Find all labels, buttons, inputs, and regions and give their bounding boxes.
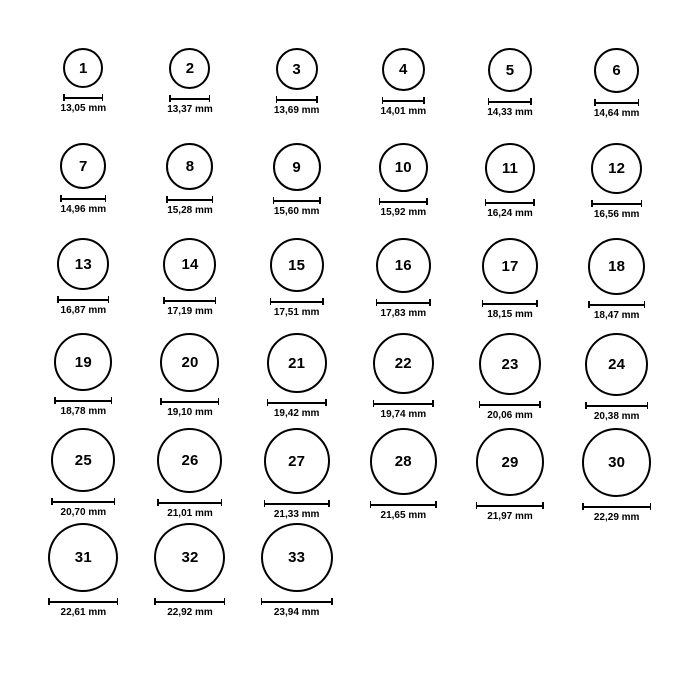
ring-circle bbox=[60, 143, 106, 189]
diameter-bar-icon bbox=[591, 200, 642, 207]
ring-diameter-label: 20,38 mm bbox=[593, 411, 640, 422]
ring-measure bbox=[373, 400, 434, 420]
ring-circle bbox=[591, 143, 642, 194]
ring-size-item[interactable] bbox=[563, 333, 670, 428]
ring-size-number: 10 bbox=[394, 159, 412, 176]
ring-size-item[interactable] bbox=[457, 333, 564, 428]
ring-size-number: 5 bbox=[505, 61, 515, 79]
ring-measure bbox=[154, 598, 225, 618]
diameter-bar-icon bbox=[264, 500, 330, 507]
ring-diameter-label: 21,01 mm bbox=[167, 508, 213, 519]
ring-circle bbox=[154, 523, 225, 592]
diameter-bar-icon bbox=[482, 300, 538, 307]
ring-measure bbox=[267, 399, 327, 419]
diameter-bar-icon bbox=[488, 98, 532, 105]
ring-measure bbox=[482, 300, 538, 320]
ring-size-number: 6 bbox=[612, 62, 621, 79]
ring-size-item[interactable] bbox=[350, 238, 457, 333]
ring-measure bbox=[585, 402, 648, 422]
diameter-bar-icon bbox=[276, 96, 318, 103]
diameter-bar-icon bbox=[267, 399, 327, 406]
diameter-bar-icon bbox=[373, 400, 434, 407]
diameter-bar-icon bbox=[476, 502, 544, 509]
ring-circle bbox=[163, 238, 216, 291]
diameter-bar-icon bbox=[166, 196, 213, 203]
ring-size-number: 13 bbox=[74, 255, 92, 273]
ring-circle bbox=[48, 523, 118, 592]
ring-measure bbox=[479, 401, 541, 421]
ring-measure bbox=[54, 397, 112, 417]
ring-size-number: 22 bbox=[394, 355, 412, 372]
ring-circle bbox=[51, 428, 115, 492]
ring-size-item[interactable] bbox=[30, 143, 137, 238]
ring-circle bbox=[482, 238, 538, 294]
diameter-bar-icon bbox=[485, 199, 535, 206]
ring-circle bbox=[485, 143, 535, 193]
ring-measure bbox=[157, 499, 222, 519]
ring-diameter-label: 18,47 mm bbox=[593, 310, 640, 321]
ring-size-item[interactable] bbox=[243, 428, 350, 523]
ring-size-number: 15 bbox=[288, 256, 306, 274]
ring-diameter-label: 16,24 mm bbox=[487, 208, 533, 219]
ring-diameter-label: 17,51 mm bbox=[273, 307, 320, 318]
ring-diameter-label: 15,60 mm bbox=[273, 206, 320, 217]
ring-size-number: 2 bbox=[185, 60, 195, 77]
ring-size-number: 11 bbox=[501, 159, 519, 177]
ring-measure bbox=[485, 199, 535, 219]
ring-diameter-label: 19,74 mm bbox=[380, 409, 427, 420]
ring-circle bbox=[63, 48, 103, 88]
ring-size-item[interactable] bbox=[30, 428, 137, 523]
ring-diameter-label: 20,06 mm bbox=[487, 410, 533, 421]
ring-size-item[interactable] bbox=[30, 333, 137, 428]
diameter-bar-icon bbox=[57, 296, 109, 303]
ring-size-number: 4 bbox=[399, 61, 408, 78]
ring-circle bbox=[261, 523, 333, 592]
ring-size-number: 14 bbox=[181, 256, 199, 273]
ring-size-number: 21 bbox=[288, 354, 306, 372]
ring-size-item[interactable] bbox=[350, 48, 457, 143]
diameter-bar-icon bbox=[169, 95, 210, 102]
diameter-bar-icon bbox=[54, 397, 112, 404]
ring-measure bbox=[591, 200, 642, 220]
ring-circle bbox=[594, 48, 639, 93]
ring-size-number: 32 bbox=[181, 549, 199, 566]
ring-size-item[interactable] bbox=[350, 333, 457, 428]
ring-circle bbox=[267, 333, 327, 393]
ring-size-item[interactable] bbox=[137, 523, 244, 618]
ring-measure bbox=[274, 96, 320, 116]
ring-diameter-label: 14,64 mm bbox=[593, 108, 640, 119]
ring-size-item[interactable] bbox=[243, 143, 350, 238]
ring-measure bbox=[370, 501, 437, 521]
diameter-bar-icon bbox=[479, 401, 541, 408]
ring-measure bbox=[261, 598, 333, 618]
ring-measure bbox=[379, 198, 428, 218]
ring-size-number: 26 bbox=[181, 452, 199, 469]
ring-size-number: 1 bbox=[79, 59, 88, 77]
diameter-bar-icon bbox=[261, 598, 333, 605]
ring-circle bbox=[479, 333, 541, 395]
ring-circle bbox=[476, 428, 544, 496]
ring-measure bbox=[376, 299, 431, 319]
ring-size-grid bbox=[30, 48, 670, 618]
ring-diameter-label: 23,94 mm bbox=[273, 607, 320, 618]
diameter-bar-icon bbox=[585, 402, 648, 409]
ring-diameter-label: 19,42 mm bbox=[273, 408, 320, 419]
ring-circle bbox=[169, 48, 210, 89]
ring-size-item[interactable] bbox=[30, 238, 137, 333]
ring-size-item[interactable] bbox=[350, 428, 457, 523]
ring-circle bbox=[373, 333, 434, 394]
ring-size-number: 27 bbox=[288, 452, 306, 470]
ring-size-item[interactable] bbox=[457, 238, 564, 333]
ring-measure bbox=[273, 197, 321, 217]
ring-size-item[interactable] bbox=[563, 428, 670, 523]
ring-diameter-label: 19,10 mm bbox=[167, 407, 213, 418]
ring-circle bbox=[57, 238, 109, 290]
ring-measure bbox=[582, 503, 651, 523]
ring-circle bbox=[160, 333, 219, 392]
diameter-bar-icon bbox=[376, 299, 431, 306]
ring-diameter-label: 14,96 mm bbox=[60, 204, 107, 215]
ring-measure bbox=[588, 301, 645, 321]
ring-circle bbox=[488, 48, 532, 92]
ring-measure bbox=[264, 500, 330, 520]
ring-circle bbox=[264, 428, 330, 494]
diameter-bar-icon bbox=[379, 198, 428, 205]
ring-measure bbox=[166, 196, 213, 216]
ring-size-number: 29 bbox=[501, 453, 519, 471]
ring-diameter-label: 17,83 mm bbox=[380, 308, 427, 319]
ring-measure bbox=[57, 296, 109, 316]
ring-diameter-label: 14,01 mm bbox=[380, 106, 427, 117]
ring-size-number: 20 bbox=[181, 354, 199, 371]
ring-size-number: 33 bbox=[288, 549, 306, 566]
diameter-bar-icon bbox=[154, 598, 225, 605]
diameter-bar-icon bbox=[382, 97, 425, 104]
ring-size-item[interactable] bbox=[350, 143, 457, 238]
ring-size-item[interactable] bbox=[137, 428, 244, 523]
diameter-bar-icon bbox=[63, 94, 103, 101]
ring-diameter-label: 17,19 mm bbox=[167, 306, 213, 317]
ring-diameter-label: 21,97 mm bbox=[487, 511, 533, 522]
ring-diameter-label: 13,37 mm bbox=[167, 104, 213, 115]
ring-circle bbox=[582, 428, 651, 497]
ring-size-item[interactable] bbox=[137, 143, 244, 238]
ring-diameter-label: 15,92 mm bbox=[380, 207, 427, 218]
ring-size-item[interactable] bbox=[30, 48, 137, 143]
diameter-bar-icon bbox=[157, 499, 222, 506]
ring-circle bbox=[54, 333, 112, 391]
diameter-bar-icon bbox=[588, 301, 645, 308]
ring-size-number: 30 bbox=[608, 454, 626, 471]
diameter-bar-icon bbox=[60, 195, 106, 202]
ring-size-number: 31 bbox=[74, 549, 92, 566]
diameter-bar-icon bbox=[370, 501, 437, 508]
ring-diameter-label: 18,15 mm bbox=[487, 309, 533, 320]
ring-diameter-label: 13,05 mm bbox=[60, 103, 107, 114]
ring-measure bbox=[163, 297, 216, 317]
ring-diameter-label: 21,33 mm bbox=[273, 509, 320, 520]
ring-diameter-label: 13,69 mm bbox=[273, 105, 320, 116]
ring-size-item[interactable] bbox=[30, 523, 137, 618]
ring-size-number: 3 bbox=[292, 60, 301, 78]
ring-measure bbox=[51, 498, 115, 518]
ring-circle bbox=[585, 333, 648, 396]
ring-diameter-label: 22,61 mm bbox=[60, 607, 107, 618]
ring-size-number: 18 bbox=[608, 258, 626, 275]
ring-measure bbox=[270, 298, 324, 318]
ring-measure bbox=[487, 98, 533, 118]
ring-circle bbox=[276, 48, 318, 90]
ring-circle bbox=[379, 143, 428, 192]
ring-diameter-label: 22,92 mm bbox=[167, 607, 213, 618]
ring-diameter-label: 15,28 mm bbox=[167, 205, 213, 216]
ring-diameter-label: 21,65 mm bbox=[380, 510, 427, 521]
ring-size-item[interactable] bbox=[137, 48, 244, 143]
ring-size-item[interactable] bbox=[137, 333, 244, 428]
ring-circle bbox=[370, 428, 437, 495]
ring-size-number: 16 bbox=[394, 257, 412, 274]
ring-size-number: 12 bbox=[608, 160, 626, 177]
diameter-bar-icon bbox=[51, 498, 115, 505]
ring-measure bbox=[60, 195, 106, 215]
ring-circle bbox=[166, 143, 213, 190]
ring-circle bbox=[273, 143, 321, 191]
ring-size-item[interactable] bbox=[457, 48, 564, 143]
diameter-bar-icon bbox=[582, 503, 651, 510]
ring-size-number: 23 bbox=[501, 355, 519, 373]
ring-size-number: 24 bbox=[608, 356, 626, 373]
ring-circle bbox=[588, 238, 645, 295]
ring-size-item[interactable] bbox=[243, 238, 350, 333]
diameter-bar-icon bbox=[594, 99, 639, 106]
ring-size-item[interactable] bbox=[243, 523, 350, 618]
diameter-bar-icon bbox=[273, 197, 321, 204]
ring-size-item[interactable] bbox=[243, 48, 350, 143]
ring-measure bbox=[167, 95, 213, 115]
ring-size-number: 7 bbox=[79, 157, 88, 175]
ring-size-number: 9 bbox=[292, 158, 301, 176]
ring-measure bbox=[160, 398, 219, 418]
ring-size-item[interactable] bbox=[457, 143, 564, 238]
ring-measure bbox=[476, 502, 544, 522]
ring-size-number: 17 bbox=[501, 257, 519, 275]
ring-measure bbox=[381, 97, 427, 117]
ring-size-number: 25 bbox=[74, 451, 92, 469]
ring-diameter-label: 20,70 mm bbox=[60, 507, 107, 518]
ring-size-item[interactable] bbox=[457, 428, 564, 523]
ring-circle bbox=[157, 428, 222, 493]
ring-diameter-label: 18,78 mm bbox=[60, 406, 107, 417]
ring-size-item[interactable] bbox=[563, 48, 670, 143]
diameter-bar-icon bbox=[48, 598, 118, 605]
ring-diameter-label: 22,29 mm bbox=[593, 512, 640, 523]
ring-diameter-label: 16,56 mm bbox=[593, 209, 640, 220]
diameter-bar-icon bbox=[163, 297, 216, 304]
ring-measure bbox=[594, 99, 640, 119]
diameter-bar-icon bbox=[270, 298, 324, 305]
ring-circle bbox=[382, 48, 425, 91]
ring-diameter-label: 14,33 mm bbox=[487, 107, 533, 118]
ring-diameter-label: 16,87 mm bbox=[60, 305, 107, 316]
ring-size-item[interactable] bbox=[137, 238, 244, 333]
ring-measure bbox=[61, 94, 107, 114]
ring-size-number: 8 bbox=[185, 158, 195, 175]
ring-size-item[interactable] bbox=[563, 238, 670, 333]
ring-size-number: 28 bbox=[394, 453, 412, 470]
ring-size-item[interactable] bbox=[563, 143, 670, 238]
diameter-bar-icon bbox=[160, 398, 219, 405]
ring-size-number: 19 bbox=[74, 353, 92, 371]
ring-circle bbox=[270, 238, 324, 292]
ring-size-item[interactable] bbox=[243, 333, 350, 428]
ring-measure bbox=[48, 598, 118, 618]
ring-circle bbox=[376, 238, 431, 293]
